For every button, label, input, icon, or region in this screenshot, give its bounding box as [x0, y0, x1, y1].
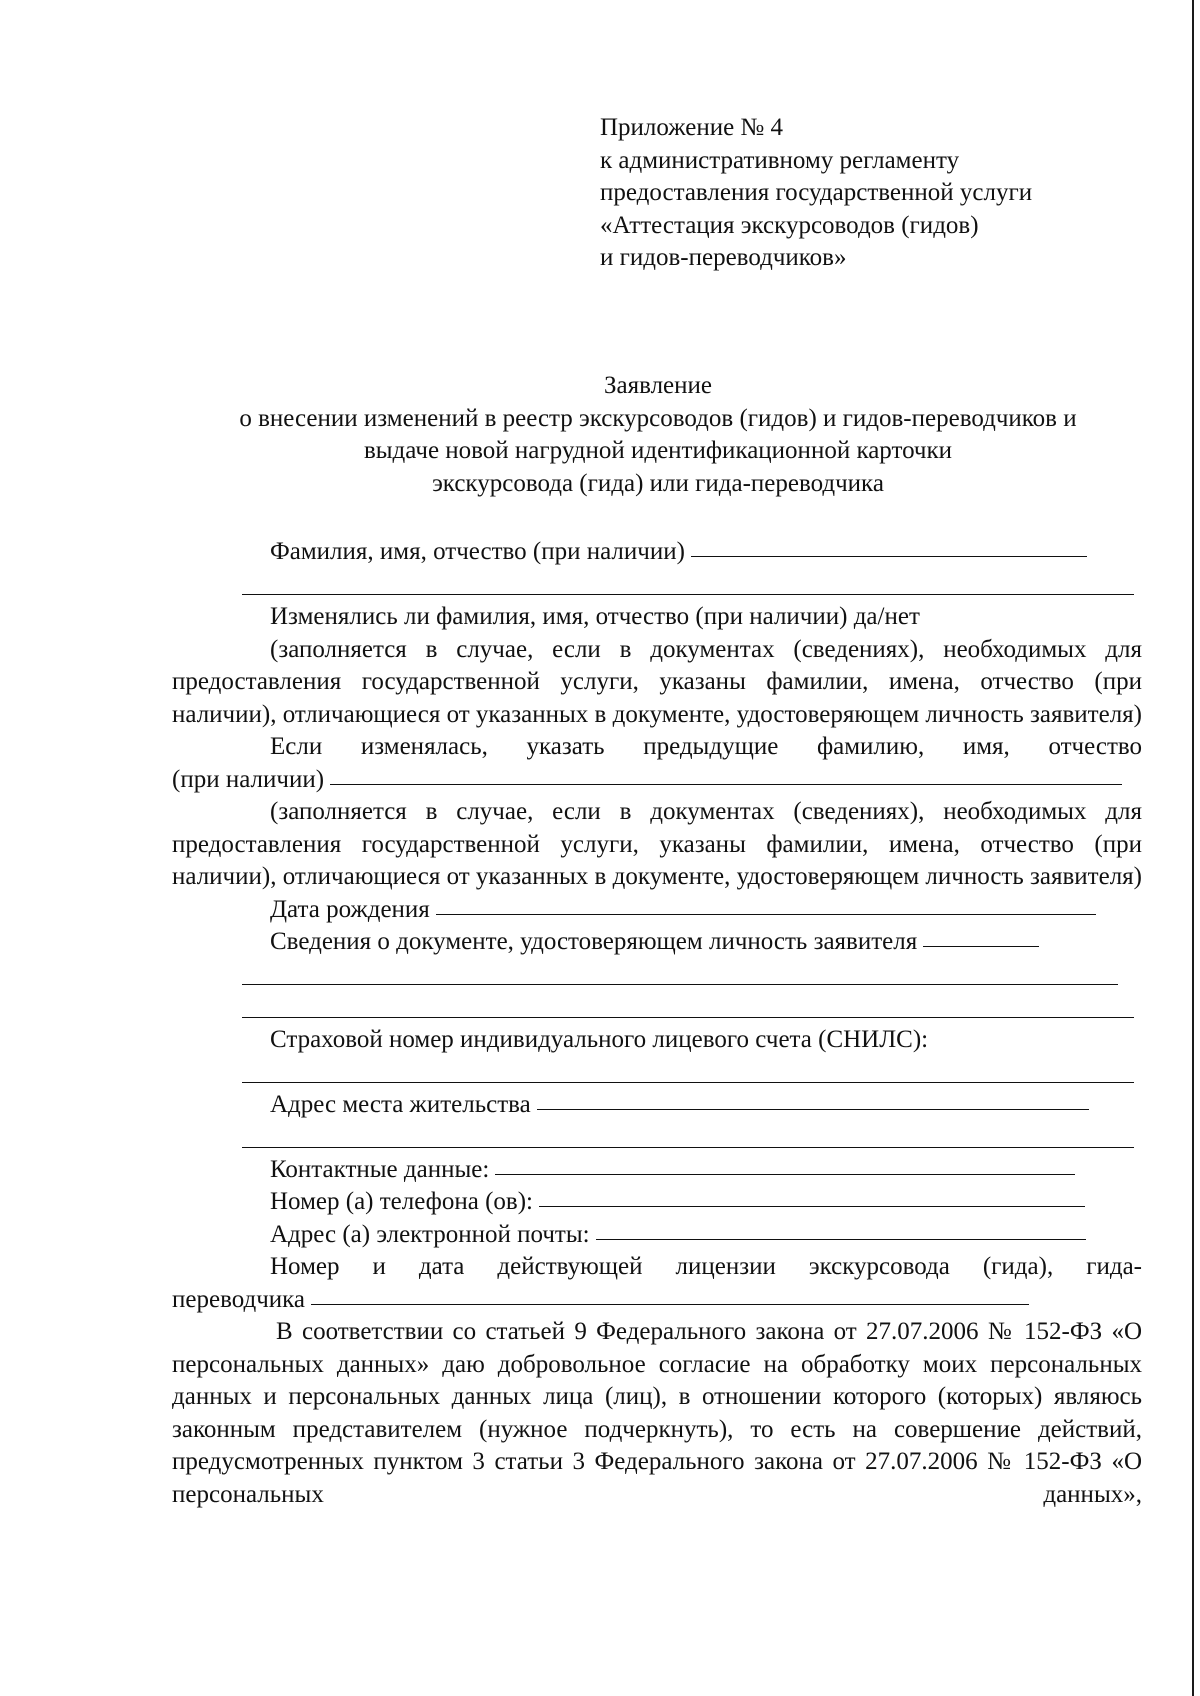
contacts-input-line[interactable]: [495, 1173, 1075, 1175]
contacts-label: Контактные данные:: [270, 1155, 490, 1183]
snils-label: Страховой номер индивидуального лицевого счета (СНИЛС):: [270, 1025, 929, 1053]
license-label-1: Номер и дата действующей лицензии экскурсовода (гида), гида-: [270, 1253, 1142, 1280]
email-input-line[interactable]: [596, 1238, 1086, 1240]
contacts-row: [172, 1154, 1142, 1187]
id-document-line-2[interactable]: [172, 959, 1142, 992]
fio-changed-question: Изменялись ли фамилия, имя, отчество (при наличии) да/нет: [270, 603, 920, 630]
page-edge-border: [1192, 0, 1194, 1696]
fio-input-line[interactable]: [691, 555, 1087, 557]
prev-fio-input-line[interactable]: [330, 783, 1122, 785]
snils-row: [172, 1024, 1142, 1057]
fio-note-1: (заполняется в случае, если в документах (сведениях), необходимых для предоставления государственной услуги, указаны фамилии, имена, отчество (при наличии), отличающиеся от указанных в документе, удостоверяющем личность заявителя): [172, 635, 1142, 728]
address-input-line[interactable]: [537, 1108, 1089, 1110]
license-label-2: переводчика: [172, 1285, 306, 1313]
fio-continuation-line[interactable]: [172, 569, 1142, 602]
email-row: [172, 1219, 1142, 1252]
prev-fio-label-2: (при наличии): [172, 765, 325, 793]
title-heading: Заявление: [603, 372, 713, 399]
phone-row: [172, 1186, 1142, 1219]
license-row: [172, 1284, 1142, 1317]
phone-input-line[interactable]: [539, 1205, 1085, 1207]
birth-date-input-line[interactable]: [436, 913, 1096, 915]
title-line-1: о внесении изменений в реестр экскурсоводов (гидов) и гидов-переводчиков и: [239, 404, 1077, 432]
fio-row: [172, 536, 1142, 569]
prev-fio-row: [172, 764, 1142, 797]
appendix-service-name-cont: и гидов-переводчиков»: [600, 244, 847, 271]
address-row: [172, 1089, 1142, 1122]
document-title: [0, 370, 1200, 500]
appendix-service-name: «Аттестация экскурсоводов (гидов): [600, 211, 979, 239]
license-input-line[interactable]: [311, 1303, 1029, 1305]
email-label: Адрес (а) электронной почты:: [270, 1220, 590, 1248]
id-document-label: Сведения о документе, удостоверяющем личность заявителя: [270, 928, 918, 955]
id-document-input-line[interactable]: [923, 945, 1039, 947]
appendix-reference: к административному регламенту: [600, 146, 960, 174]
phone-label: Номер (а) телефона (ов):: [270, 1188, 533, 1215]
address-label: Адрес места жительства: [270, 1090, 531, 1118]
consent-text: В соответствии со статьей 9 Федерального закона от 27.07.2006 № 152-ФЗ «О персональных данных» даю добровольное согласие на обработку моих персональных данных и персональных данных лица (лиц), в отношении которого (которых) являюсь законным представителем (нужное подчеркнуть), то есть на совершение действий, предусмотренных пунктом 3 статьи 3 Федерального закона от 27.07.2006 № 152-ФЗ «О персональных данных»,: [172, 1318, 1142, 1508]
form-body: [172, 536, 1142, 1511]
id-document-row: [172, 926, 1142, 959]
id-document-line-3[interactable]: [172, 991, 1142, 1024]
title-line-3: экскурсовода (гида) или гида-переводчика: [432, 469, 884, 497]
appendix-header: [600, 112, 1032, 275]
title-line-2: выдаче новой нагрудной идентификационной карточки: [363, 437, 953, 464]
snils-input-line[interactable]: [172, 1056, 1142, 1089]
prev-fio-label-1: Если изменялась, указать предыдущие фамилию, имя, отчество: [270, 733, 1142, 760]
appendix-service: предоставления государственной услуги: [600, 179, 1033, 206]
fio-label: Фамилия, имя, отчество (при наличии): [270, 538, 685, 565]
birth-date-row: [172, 894, 1142, 927]
address-line-2[interactable]: [172, 1121, 1142, 1154]
birth-date-label: Дата рождения: [270, 895, 430, 923]
fio-note-2: (заполняется в случае, если в документах (сведениях), необходимых для предоставления государственной услуги, указаны фамилии, имена, отчество (при наличии), отличающиеся от указанных в документе, удостоверяющем личность заявителя): [172, 798, 1142, 890]
appendix-number: Приложение № 4: [600, 114, 784, 141]
